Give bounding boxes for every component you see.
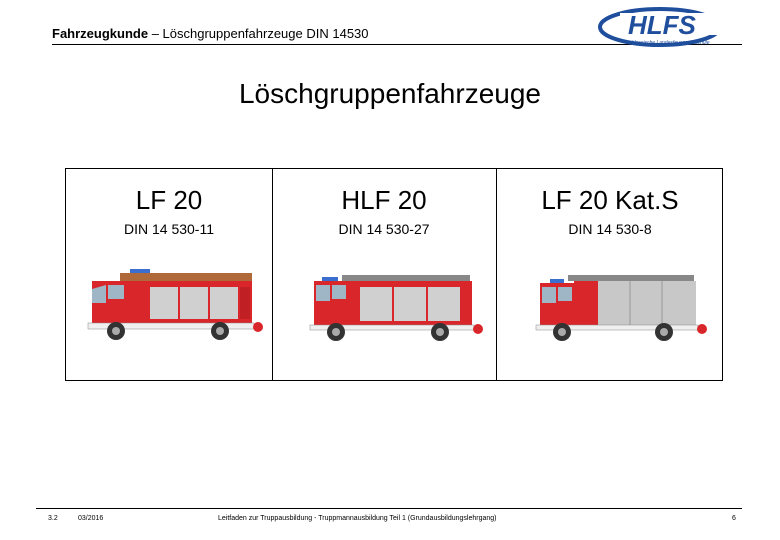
vehicle-column-lf20-kats: [496, 169, 724, 237]
vehicle-column-lf20: [66, 169, 272, 237]
vehicle-name: LF 20 Kat.S: [541, 185, 679, 215]
vehicle-column-hlf20: [272, 169, 496, 237]
footer-section: 3.2: [48, 515, 58, 522]
svg-text:HLFS: HLFS: [628, 10, 696, 40]
header-title-rest: – Löschgruppenfahrzeuge DIN 14530: [148, 26, 369, 41]
lf20-kats-truck-image: [528, 269, 718, 354]
hlf20-truck-image: [302, 269, 492, 354]
hlfs-logo: [598, 4, 738, 50]
footer-page-number: 6: [732, 515, 736, 522]
vehicle-name: HLF 20: [341, 185, 427, 215]
footer-divider: [36, 508, 742, 509]
vehicle-name: LF 20: [135, 185, 203, 215]
header-title-bold: Fahrzeugkunde: [52, 26, 149, 41]
header-title: [52, 26, 369, 41]
footer-date: 03/2016: [78, 515, 104, 522]
footer-text: Leitfaden zur Truppausbildung - Truppmannausbildung Teil 1 (Grundausbildungslehrgang): [218, 515, 497, 522]
vehicle-din: DIN 14 530-11: [123, 221, 214, 237]
page-title: Löschgruppenfahrzeuge: [238, 78, 541, 109]
svg-text:Hessische Landesfeuerwehrschul: Hessische Landesfeuerwehrschule: [632, 40, 710, 46]
vehicle-din: DIN 14 530-8: [568, 221, 652, 237]
vehicle-table: [65, 168, 723, 381]
vehicle-din: DIN 14 530-27: [338, 221, 430, 237]
lf20-truck-image: [80, 269, 270, 354]
